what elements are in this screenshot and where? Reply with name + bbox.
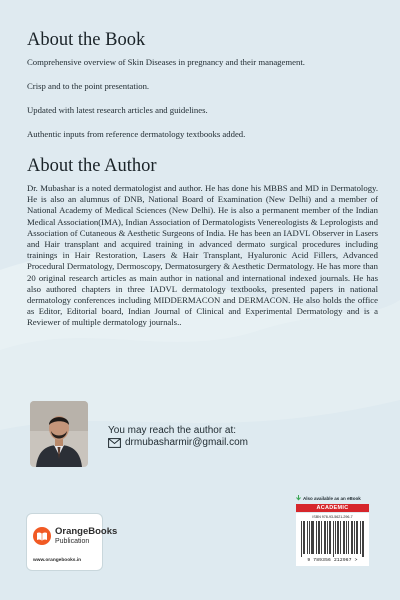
barcode-graphic <box>301 521 364 557</box>
ebook-note-text: Also available as an eBook <box>303 495 361 501</box>
about-author-heading: About the Author <box>27 156 157 176</box>
download-arrow-icon <box>296 495 301 501</box>
publisher-subtitle: Publication <box>55 538 90 545</box>
isbn-barcode-block <box>296 513 369 566</box>
book-point-4: Authentic inputs from reference dermatology textbooks added. <box>27 129 246 139</box>
publisher-url: www.orangebooks.in <box>33 558 82 563</box>
orange-book-icon <box>33 527 51 545</box>
mail-icon <box>108 438 121 448</box>
barcode-digits: 9 789356 212967 > <box>307 558 358 563</box>
book-point-2: Crisp and to the point presentation. <box>27 81 150 91</box>
author-photo <box>30 401 88 467</box>
ebook-availability-note <box>296 495 361 501</box>
about-book-heading: About the Book <box>27 30 146 50</box>
author-bio: Dr. Mubashar is a noted dermatologist and author. He has done his MBBS and MD in Dermatology. He is also an alumnus of DNB, National Board of Examination (New Delhi) and a member of National Academy of Medical Sciences (New Delhi). He is also a permanent member of the Indian Medical Association(IMA), Indian Association of Dermatologists Venereologists & Leprologists and Association of Cutaneous & Aesthetic Surgeons of India. He has been an IADVL Observer in Lasers and Hair transplant and acquired training in advanced dermato surgical procedures including trainings in Hair Restoration, Lasers & Hair Transplant, Hyaluronic Acid Fillers, Advanced Procedural Dermatology, Dermoscopy, Dermatosurgery & Aesthetic Dermatology. He has more than 20 original research articles as main author in national and international indexed journals. He has also authored chapters in three IADVL dermatology textbooks, presented papers in national dermatology conferences including MIDDERMACON and DERMACON. He also holds the office as Editor, Editorial board, Indian Journal of Clinical and Experimental Dermatology and is a Reviewer of multiple dermatology journals.. <box>27 183 378 328</box>
contact-intro: You may reach the author at: <box>108 425 237 436</box>
author-email[interactable]: drmubasharmir@gmail.com <box>125 437 248 448</box>
book-point-1: Comprehensive overview of Skin Diseases in pregnancy and their management. <box>27 57 305 67</box>
book-point-3: Updated with latest research articles and guidelines. <box>27 105 208 115</box>
isbn-text: ISBN 978-93-5621-296-7 <box>312 515 353 519</box>
category-label: ACADEMIC <box>296 504 369 512</box>
publisher-name: OrangeBooks <box>55 526 118 537</box>
contact-email-line <box>108 437 248 448</box>
publisher-logo <box>27 514 118 570</box>
